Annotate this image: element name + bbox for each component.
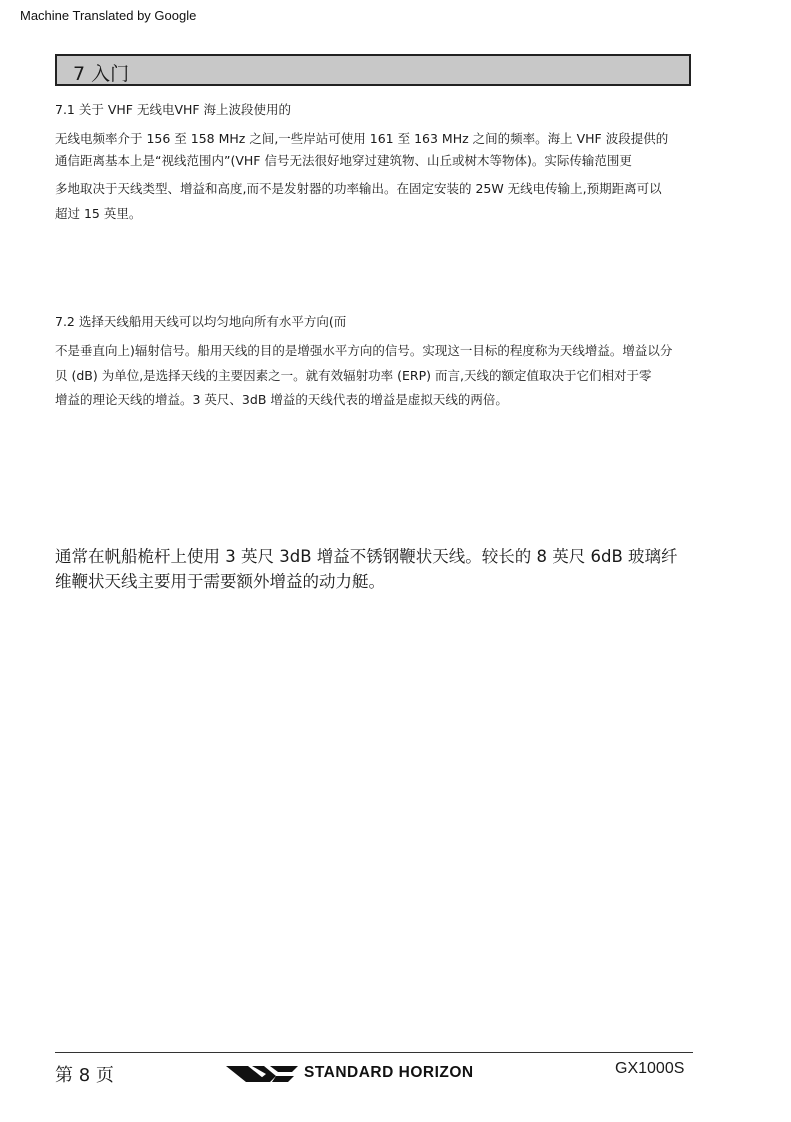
section-7-2-line: 贝 (dB) 为单位,是选择天线的主要因素之一。就有效辐射功率 (ERP) 而言,天线的额定值取决于它们相对于零 xyxy=(55,368,652,383)
section-7-1-line: 超过 15 英里。 xyxy=(55,206,142,221)
section-7-2-line: 不是垂直向上)辐射信号。船用天线的目的是增强水平方向的信号。实现这一目标的程度称为天线增益。增益以分 xyxy=(55,343,673,358)
model-name: GX1000S xyxy=(615,1060,685,1077)
chapter-title: 7 入门 xyxy=(73,63,130,85)
brand-swoosh-icon xyxy=(226,1062,298,1086)
machine-translation-banner: Machine Translated by Google xyxy=(20,8,197,23)
section-7-1-heading: 7.1 关于 VHF 无线电VHF 海上波段使用的 xyxy=(55,102,292,117)
brand-name: STANDARD HORIZON xyxy=(304,1064,474,1081)
chapter-header-box xyxy=(55,54,691,86)
standard-horizon-logo xyxy=(226,1062,526,1086)
antenna-usage-line: 维鞭状天线主要用于需要额外增益的动力艇。 xyxy=(55,572,385,591)
section-7-1-line: 多地取决于天线类型、增益和高度,而不是发射器的功率输出。在固定安装的 25W 无线电传输上,预期距离可以 xyxy=(55,181,662,196)
section-7-2-heading: 7.2 选择天线船用天线可以均匀地向所有水平方向(而 xyxy=(55,314,347,329)
antenna-usage-line: 通常在帆船桅杆上使用 3 英尺 3dB 增益不锈钢鞭状天线。较长的 8 英尺 6dB 玻璃纤 xyxy=(55,547,678,566)
section-7-1-line: 无线电频率介于 156 至 158 MHz 之间,一些岸站可使用 161 至 163 MHz 之间的频率。海上 VHF 波段提供的 xyxy=(55,131,669,146)
footer-divider xyxy=(55,1052,693,1053)
page-number: 第 8 页 xyxy=(55,1065,114,1086)
section-7-2-line: 增益的理论天线的增益。3 英尺、3dB 增益的天线代表的增益是虚拟天线的两倍。 xyxy=(55,392,508,407)
section-7-1-line: 通信距离基本上是“视线范围内”(VHF 信号无法很好地穿过建筑物、山丘或树木等物体)。实际传输范围更 xyxy=(55,153,632,168)
